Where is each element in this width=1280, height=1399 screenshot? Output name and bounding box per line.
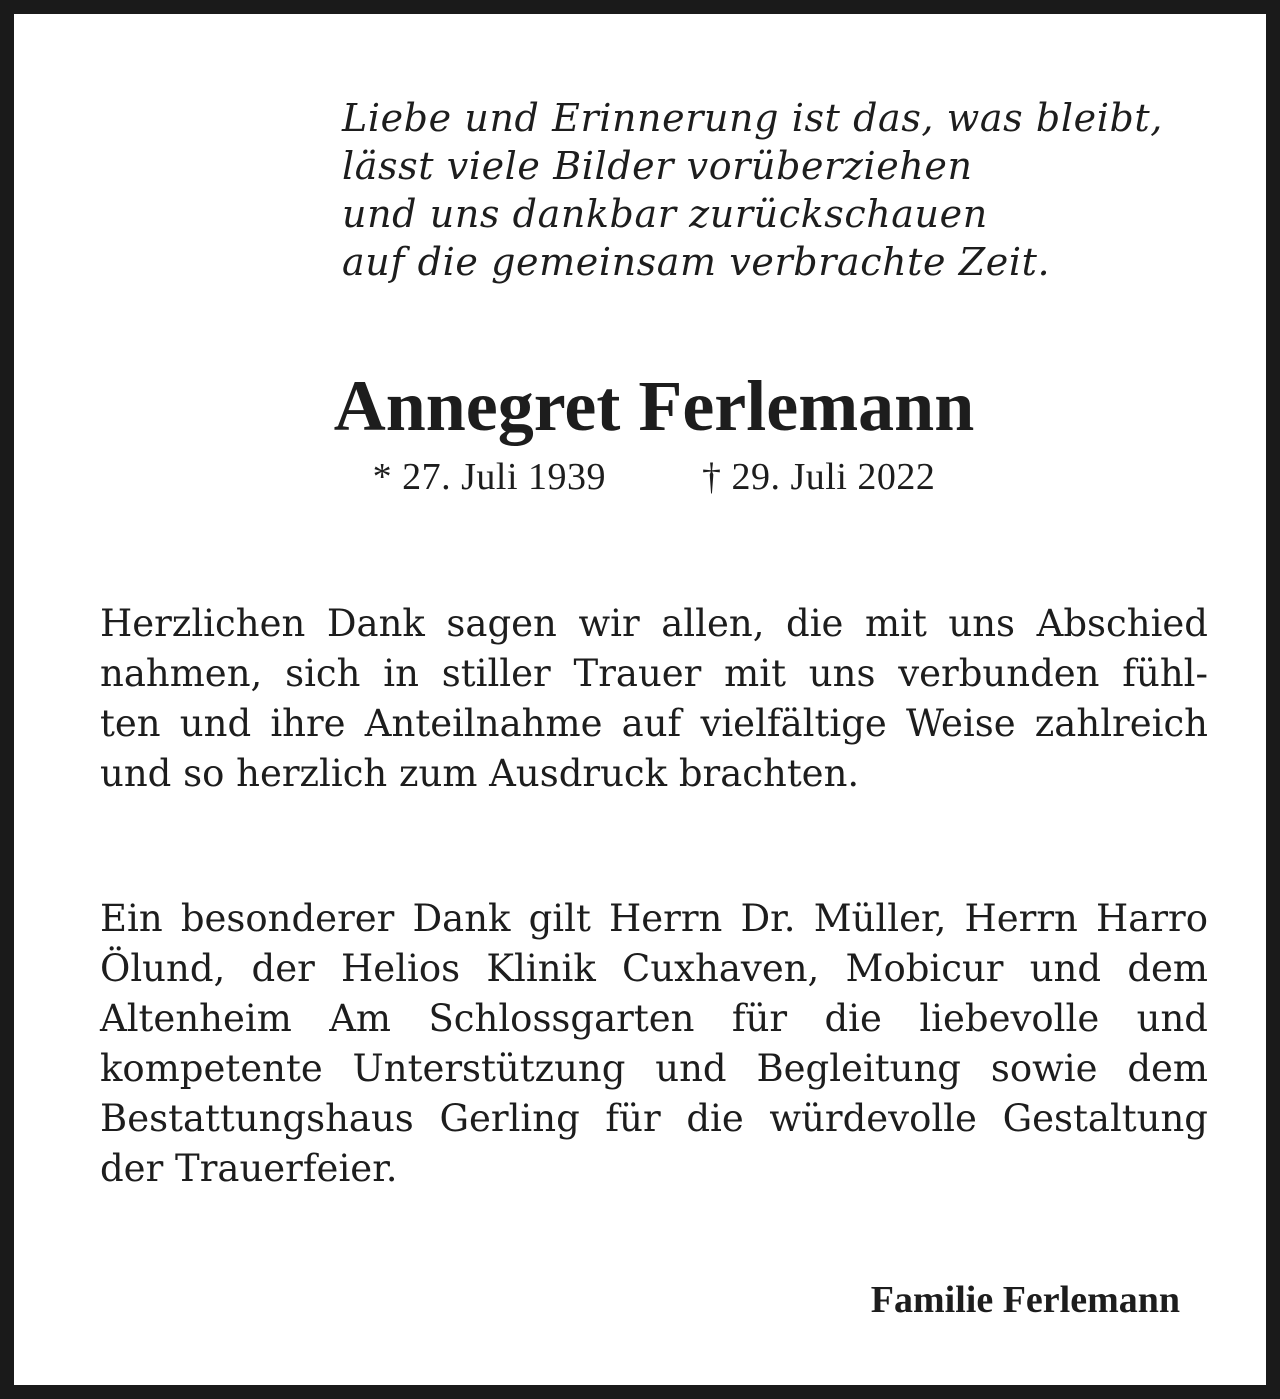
poem-line: und uns dankbar zurückschauen [342, 192, 988, 236]
life-dates [14, 454, 1280, 500]
death-date: † 29. Juli 2022 [702, 456, 936, 498]
poem-line: Liebe und Erinnerung ist das, was bleibt, [342, 96, 1163, 140]
paragraph-line: ten und ihre Anteilnahme auf vielfältige Weise zahlreich [100, 702, 1208, 745]
paragraph-line: der Trauerfeier. [100, 1147, 398, 1190]
paragraph-line: Herzlichen Dank sagen wir allen, die mit uns Abschied [100, 602, 1208, 645]
poem-line: auf die gemeinsam verbrachte Zeit. [342, 240, 1051, 284]
paragraph-line: nahmen, sich in stiller Trauer mit uns verbunden fühl- [100, 652, 1208, 695]
thanks-paragraph-general [100, 599, 1208, 799]
paragraph-line: Ölund, der Helios Klinik Cuxhaven, Mobicur und dem [100, 947, 1208, 990]
paragraph-line: kompetente Unterstützung und Begleitung sowie dem [100, 1047, 1208, 1090]
paragraph-line: Bestattungshaus Gerling für die würdevolle Gestaltung [100, 1097, 1208, 1140]
paragraph-line: Altenheim Am Schlossgarten für die liebevolle und [100, 997, 1208, 1040]
paragraph-line: und so herzlich zum Ausdruck brachten. [100, 752, 860, 795]
family-signature: Familie Ferlemann [870, 1279, 1180, 1321]
deceased-name: Annegret Ferlemann [333, 366, 975, 446]
birth-date: * 27. Juli 1939 [372, 456, 606, 498]
poem-line: lässt viele Bilder vorüberziehen [342, 144, 973, 188]
paragraph-line: Ein besonderer Dank gilt Herrn Dr. Müller, Herrn Harro [100, 897, 1208, 940]
memorial-poem [342, 94, 1163, 286]
thanks-paragraph-special [100, 894, 1208, 1194]
